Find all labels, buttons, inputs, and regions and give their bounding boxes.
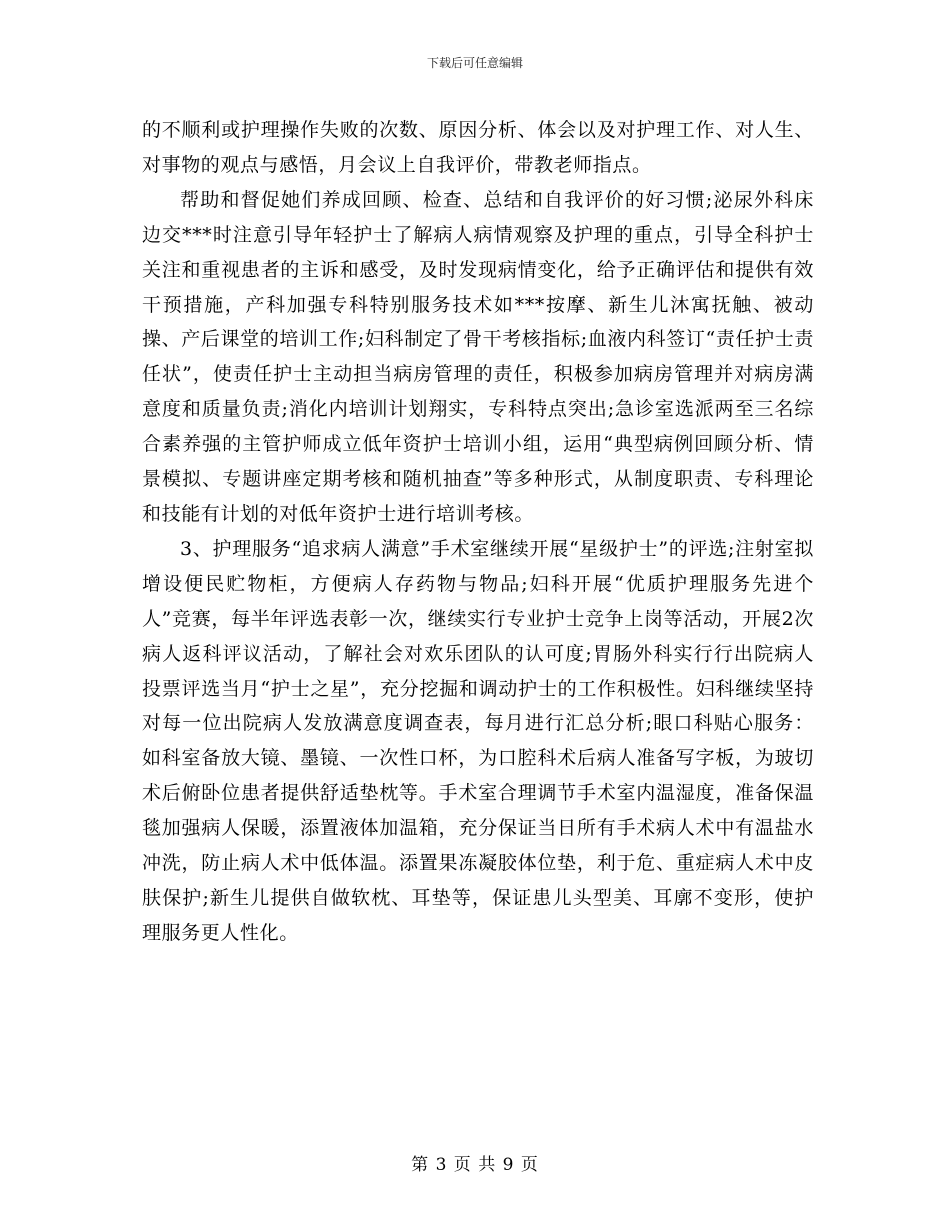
page-header [0,55,950,71]
paragraph-continuation: 的不顺利或护理操作失败的次数、原因分析、体会以及对护理工作、对人生、对事物的观点与感悟，月会议上自我评价，带教老师指点。 [142,119,814,176]
page-footer [0,1154,950,1176]
document-body [142,113,814,951]
header-note: 下载后可任意编辑 [426,56,523,70]
page-number: 第 3 页 共 9 页 [411,1155,539,1175]
paragraph-training: 帮助和督促她们养成回顾、检查、总结和自我评价的好习惯;泌尿外科床边交***时注意引导年轻护士了解病人病情观察及护理的重点，引导全科护士关注和重视患者的主诉和感受，及时发现病情变化，给予正确评估和提供有效干预措施，产科加强专科特别服务技术如***按摩、新生儿沐寓抚触、被动操、产后课堂的培训工作;妇科制定了骨干考核指标;血液内科签订“责任护士责任状”，使责任护士主动担当病房管理的责任，积极参加病房管理并对病房满意度和质量负责;消化内培训计划翔实，专科特点突出;急诊室选派两至三名综合素养强的主管护师成立低年资护士培训小组，运用“典型病例回顾分析、情景模拟、专题讲座定期考核和随机抽查”等多种形式，从制度职责、专科理论和技能有计划的对低年资护士进行培训考核。 [142,188,814,525]
paragraph-nursing-service: 3、护理服务“追求病人满意”手术室继续开展“星级护士”的评选;注射室拟增设便民贮物柜，方便病人存药物与物品;妇科开展“优质护理服务先进个人”竞赛，每半年评选表彰一次，继续实行专业护士竞争上岗等活动，开展2次病人返科评议活动，了解社会对欢乐团队的认可度;胃肠外科实行行出院病人投票评选当月“护士之星”，充分挖掘和调动护士的工作积极性。妇科继续坚持对每一位出院病人发放满意度调查表，每月进行汇总分析;眼口科贴心服务：如科室备放大镜、墨镜、一次性口杯，为口腔科术后病人准备写字板，为玻切术后俯卧位患者提供舒适垫枕等。手术室合理调节手术室内温湿度，准备保温毯加强病人保暖，添置液体加温箱，充分保证当日所有手术病人术中有温盐水冲洗，防止病人术中低体温。添置果冻凝胶体位垫，利于危、重症病人术中皮肤保护;新生儿提供自做软枕、耳垫等，保证患儿头型美、耳廓不变形，使护理服务更人性化。 [142,537,814,944]
